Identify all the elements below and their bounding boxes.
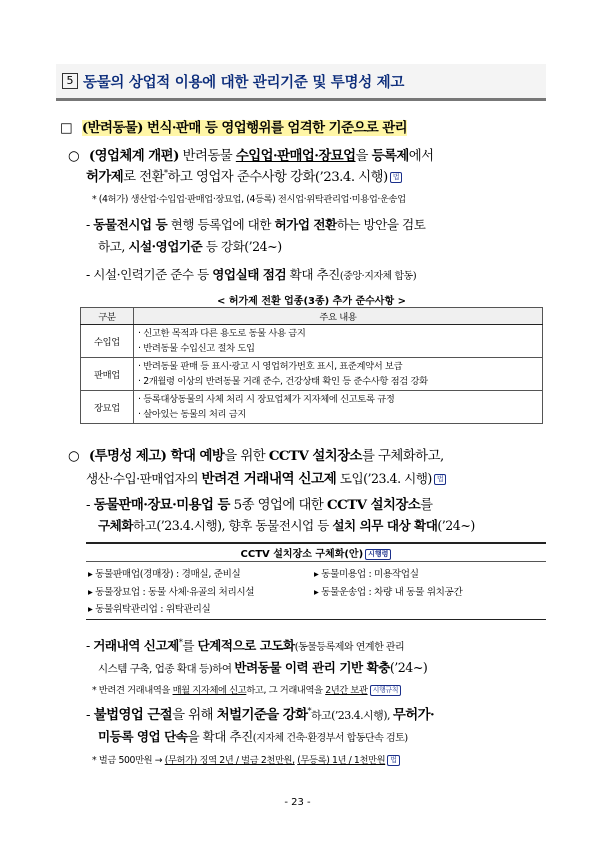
dash: - xyxy=(86,498,94,513)
text: 처벌기준을 강화 xyxy=(216,707,308,723)
item3-note xyxy=(92,682,401,696)
text: 반려동물 이력 관리 기반 확충 xyxy=(234,660,390,675)
divider xyxy=(86,561,546,562)
text: 현행 등록업에 대한 xyxy=(167,217,275,232)
footnote-mark: * xyxy=(178,637,183,647)
table-row-key: 판매업 xyxy=(81,358,134,391)
text: 2년간 보관 xyxy=(325,685,368,696)
text: 등록제 xyxy=(371,148,409,164)
dash: - xyxy=(86,708,94,723)
table-row-value xyxy=(134,358,543,391)
text: 하고, xyxy=(98,239,129,254)
text: (’24~) xyxy=(437,518,475,533)
table-row xyxy=(81,391,543,424)
section-header xyxy=(56,64,546,101)
text: 등 강화(’24~) xyxy=(202,239,282,254)
text: 단계적으로 고도화 xyxy=(197,638,295,653)
text: 동물전시업 등 xyxy=(93,217,168,232)
page-number: - 23 - xyxy=(284,797,311,808)
text: (투명성 제고) 학대 예방 xyxy=(88,448,225,464)
text: 매월 지자체에 신고 xyxy=(172,685,247,696)
circle-bullet-icon: ○ xyxy=(68,449,80,464)
section-title: 동물의 상업적 이용에 대한 관리기준 및 투명성 제고 xyxy=(83,75,405,91)
subheading-text: (반려동물) 번식·판매 등 영업행위를 엄격한 기준으로 관리 xyxy=(81,120,408,136)
text: 불법영업 근절 xyxy=(93,707,173,723)
rule-badge: 시행규칙 xyxy=(370,685,401,696)
item1-dash1 xyxy=(86,214,425,233)
law-badge: 법 xyxy=(387,755,399,766)
cctv-item: ▸ 동물운송업 : 차량 내 동물 위치공간 xyxy=(314,587,463,598)
item1-dash1-cont xyxy=(98,236,282,255)
footnote-mark: * xyxy=(164,168,168,178)
decree-badge: 시행령 xyxy=(365,549,391,560)
text: 에서 xyxy=(408,149,434,164)
item2-dash1-cont xyxy=(98,515,475,534)
law-badge: 법 xyxy=(390,172,402,183)
text: 무허가· xyxy=(392,707,435,723)
table-cell-line: · 반려동물 판매 등 표시·광고 시 영업허가번호 표시, 표준계약서 보급 xyxy=(138,361,403,372)
text: - 시설·인력기준 준수 등 xyxy=(86,267,213,282)
text: (무허가) 징역 2년 / 벌금 2천만원, xyxy=(164,755,295,766)
text: CCTV 설치장소 구체화(안) xyxy=(240,549,364,560)
item2-line1 xyxy=(68,445,444,464)
text: * 벌금 500만원 → xyxy=(92,755,165,766)
table-row xyxy=(81,358,543,391)
dash: - xyxy=(86,638,94,653)
law-badge: 법 xyxy=(434,474,446,485)
text: 로 전환 xyxy=(123,170,165,185)
item2-dash1 xyxy=(86,494,433,513)
table-header-cell: 구분 xyxy=(81,308,134,325)
text: 를 xyxy=(182,638,198,653)
table-header-row xyxy=(81,308,543,325)
table-row-value xyxy=(134,391,543,424)
table-cell-line: · 등록대상동물의 사체 처리 시 장묘업체가 지자체에 신고토록 규정 xyxy=(138,394,395,405)
text: 거래내역 신고제 xyxy=(93,638,179,653)
cctv-item: ▸ 동물위탁관리업 : 위탁관리실 xyxy=(88,604,211,615)
item2-line2 xyxy=(86,467,446,487)
square-bullet-icon: □ xyxy=(60,121,73,136)
text: 생산·수입·판매업자의 xyxy=(86,471,202,486)
text: * 반려견 거래내역을 xyxy=(92,685,173,696)
text: 시설·영업기준 xyxy=(128,239,203,254)
item3-note2 xyxy=(92,752,400,766)
text: 하고(’23.4.시행), 향후 동물전시업 등 xyxy=(133,518,333,533)
text: 허가제 xyxy=(86,169,124,185)
circle-bullet-icon: ○ xyxy=(68,149,80,164)
text: 하고 영업자 준수사항 강화(’23.4. 시행) xyxy=(167,170,388,185)
text: 반려동물 xyxy=(178,149,236,164)
item3-dash2-cont xyxy=(98,726,408,745)
dash: - xyxy=(86,217,94,232)
text: 을 위해 xyxy=(172,708,217,723)
text: 를 구체화하고, xyxy=(361,449,444,464)
requirements-table xyxy=(80,307,543,424)
text: (중앙·지자체 합동) xyxy=(339,271,417,282)
table-cell-line: · 살아있는 동물의 처리 금지 xyxy=(138,409,246,420)
text: (무등록) 1년 / 1천만원 xyxy=(297,755,386,766)
cctv-item: ▸ 동물판매업(경매장) : 경매실, 준비실 xyxy=(88,569,241,580)
table-row-key: 장묘업 xyxy=(81,391,134,424)
item1-note: * (4허가) 생산업·수입업·판매업·장묘업, (4등록) 전시업·위탁관리업·미용업·운송업 xyxy=(92,194,406,205)
text: (동물등록제와 연계한 관리 xyxy=(294,642,405,653)
cctv-item: ▸ 동물미용업 : 미용작업실 xyxy=(314,569,419,580)
table-caption: < 허가제 전환 업종(3종) 추가 준수사항 > xyxy=(217,296,406,307)
text: 반려견 거래내역 신고제 xyxy=(201,471,337,487)
item1-title: (영업체계 개편) xyxy=(88,148,179,164)
text: (’24~) xyxy=(389,660,428,675)
text: 미등록 영업 단속 xyxy=(98,729,188,744)
table-row-key: 수입업 xyxy=(81,325,134,358)
text: 하고, 그 거래내역을 xyxy=(246,685,326,696)
table-header-cell: 주요 내용 xyxy=(134,308,543,325)
text: 시스템 구축, 업종 확대 등)하여 xyxy=(98,663,235,675)
table-cell-line: · 2개월령 이상의 반려동물 거래 준수, 건강상태 확인 등 준수사항 점검 강화 xyxy=(138,376,428,387)
text: 을 확대 추진 xyxy=(187,729,253,744)
text: (지자체 건축·환경부서 합동단속 검토) xyxy=(252,733,408,744)
table-cell-line: · 신고한 목적과 다른 용도로 동물 사용 금지 xyxy=(138,328,306,339)
subheading-pet-business xyxy=(60,117,407,136)
item1-line1 xyxy=(68,145,434,164)
table-cell-line: · 반려동물 수입신고 절차 도입 xyxy=(138,343,255,354)
text: CCTV 설치장소 xyxy=(327,497,421,513)
text: 하는 방안을 검토 xyxy=(336,217,426,232)
text: 영업실태 점검 xyxy=(212,267,287,282)
item3-dash2 xyxy=(86,704,434,723)
text: 도입(’23.4. 시행) xyxy=(336,471,432,486)
cctv-box-title xyxy=(86,545,546,560)
cctv-item: ▸ 동물장묘업 : 동물 사체·유골의 처리시설 xyxy=(88,587,255,598)
item1-dash2 xyxy=(86,264,416,283)
item1-line2 xyxy=(86,166,402,185)
text: 허가업 전환 xyxy=(274,217,337,232)
business-types: 수입업·판매업·장묘업 xyxy=(235,148,356,164)
text: 설치 의무 대상 확대 xyxy=(332,518,438,533)
item3-dash1 xyxy=(86,635,404,654)
table-row-value xyxy=(134,325,543,358)
text: 을 위한 xyxy=(224,449,269,464)
text: 하고(’23.4.시행), xyxy=(310,709,393,722)
footnote-mark: * xyxy=(307,706,311,716)
table-row xyxy=(81,325,543,358)
text: 을 xyxy=(355,149,372,164)
text: 5종 영업에 대한 xyxy=(229,498,327,513)
text: 를 xyxy=(420,498,433,513)
item3-dash1-cont xyxy=(98,657,427,676)
text: 동물판매·장묘·미용업 등 xyxy=(93,497,230,513)
section-number: 5 xyxy=(62,73,78,89)
text: 구체화 xyxy=(98,518,133,533)
cctv-locations-box xyxy=(86,542,546,620)
text: CCTV 설치장소 xyxy=(268,448,362,464)
text: 확대 추진 xyxy=(286,267,340,282)
